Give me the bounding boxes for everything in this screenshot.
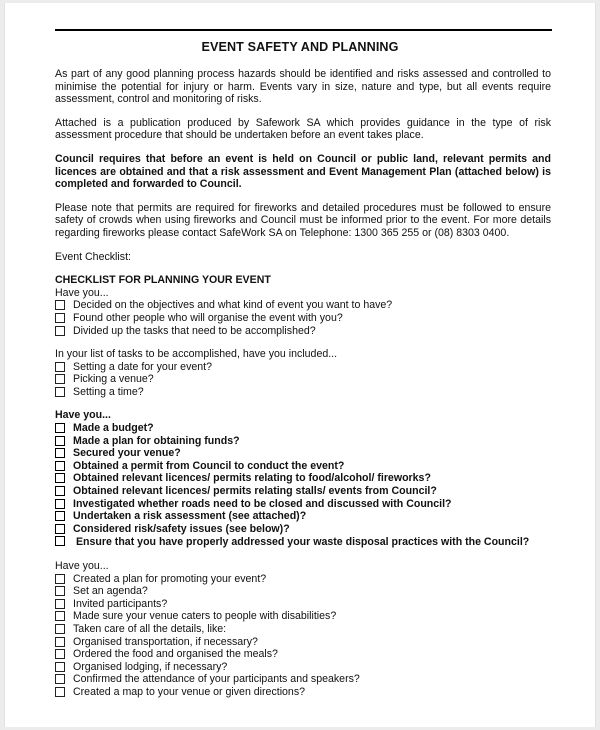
checklist-item-label: Obtained relevant licences/ permits relating to food/alcohol/ fireworks? xyxy=(73,472,431,485)
checklist-item-label: Obtained a permit from Council to conduct the event? xyxy=(73,459,345,472)
checkbox[interactable] xyxy=(55,611,65,621)
checkbox[interactable] xyxy=(55,374,65,384)
checklist-item[interactable] xyxy=(55,435,551,448)
checkbox[interactable] xyxy=(55,448,65,458)
checklist-item[interactable] xyxy=(55,661,551,674)
checklist-item-label: Organised transportation, if necessary? xyxy=(73,635,258,648)
checklist-item[interactable] xyxy=(55,535,551,549)
checkbox[interactable] xyxy=(55,637,65,647)
checklist-heading: CHECKLIST FOR PLANNING YOUR EVENT xyxy=(55,274,271,287)
checkbox[interactable] xyxy=(55,524,65,534)
safework-paragraph: Attached is a publication produced by Safework SA which provides guidance in the type of risk assessment procedure that should be undertaken before an event takes place. xyxy=(55,116,551,142)
checkbox[interactable] xyxy=(55,662,65,672)
checkbox[interactable] xyxy=(55,362,65,372)
fireworks-paragraph: Please note that permits are required for fireworks and detailed procedures must be followed to ensure safety of crowds when using fireworks and Council must be informed prior to the event. For more details regarding fireworks please contact SafeWork SA on Telephone: 1300 365 255 or (08) 8303 0400. xyxy=(55,201,551,239)
checklist-item-label: Considered risk/safety issues (see below)? xyxy=(73,522,290,535)
checklist-item-label: Obtained relevant licences/ permits relating stalls/ events from Council? xyxy=(73,485,437,498)
checkbox[interactable] xyxy=(55,436,65,446)
checklist-item-label: Secured your venue? xyxy=(73,447,181,460)
checklist-item-label: Invited participants? xyxy=(73,597,168,610)
checklist-item-label: Setting a time? xyxy=(73,385,144,398)
checklist-item-label: Investigated whether roads need to be closed and discussed with Council? xyxy=(73,497,452,510)
checklist-item-label: Divided up the tasks that need to be accomplished? xyxy=(73,324,316,337)
checklist-item[interactable] xyxy=(55,386,551,399)
checkbox[interactable] xyxy=(55,486,65,496)
document-body xyxy=(55,68,551,710)
checklist-item-label: Set an agenda? xyxy=(73,585,148,598)
checklist-item-label: Made sure your venue caters to people with disabilities? xyxy=(73,610,337,623)
checkbox[interactable] xyxy=(55,300,65,310)
checklist-item[interactable] xyxy=(55,598,551,611)
checkbox[interactable] xyxy=(55,326,65,336)
checklist-item[interactable] xyxy=(55,485,551,498)
checkbox[interactable] xyxy=(55,674,65,684)
checklist-item[interactable] xyxy=(55,523,551,536)
intro-paragraph: As part of any good planning process hazards should be identified and risks assessed and controlled to minimise the potential for injury or harm. Events vary in size, nature and type, but all events require assessment, control and monitoring of risks. xyxy=(55,68,551,106)
checkbox[interactable] xyxy=(55,511,65,521)
checklist-item-label: Ensure that you have properly addressed your waste disposal practices with the Council? xyxy=(75,536,530,549)
header-rule xyxy=(55,29,552,31)
event-checklist-label: Event Checklist: xyxy=(55,250,131,263)
checklist-item[interactable] xyxy=(55,510,551,523)
checklist-item[interactable] xyxy=(55,673,551,686)
checklist-item[interactable] xyxy=(55,623,551,636)
checklist-item[interactable] xyxy=(55,472,551,485)
checklist-item[interactable] xyxy=(55,585,551,598)
checklist-item[interactable] xyxy=(55,686,551,699)
checklist-item-label: Setting a date for your event? xyxy=(73,360,212,373)
checkbox[interactable] xyxy=(55,387,65,397)
checkbox[interactable] xyxy=(55,313,65,323)
council-requirements-paragraph: Council requires that before an event is held on Council or public land, relevant permits and licences are obtained and that a risk assessment and Event Management Plan (attached below) is completed and forwarded to Council. xyxy=(55,152,551,191)
checklist-item[interactable] xyxy=(55,299,551,312)
checklist-group-details xyxy=(55,560,551,699)
document-page xyxy=(4,3,596,727)
checklist-item-label: Confirmed the attendance of your participants and speakers? xyxy=(73,673,360,686)
checklist-item[interactable] xyxy=(55,648,551,661)
checklist-item-label: Organised lodging, if necessary? xyxy=(73,660,228,673)
checkbox[interactable] xyxy=(55,536,65,546)
checklist-item[interactable] xyxy=(55,447,551,460)
checklist-item-label: Found other people who will organise the event with you? xyxy=(73,311,343,324)
checkbox[interactable] xyxy=(55,423,65,433)
checklist-item[interactable] xyxy=(55,636,551,649)
group-intro: Have you... xyxy=(55,286,109,299)
checkbox[interactable] xyxy=(55,586,65,596)
checklist-item[interactable] xyxy=(55,312,551,325)
checklist-item[interactable] xyxy=(55,325,551,338)
checkbox[interactable] xyxy=(55,599,65,609)
checkbox[interactable] xyxy=(55,624,65,634)
checklist-item-label: Undertaken a risk assessment (see attached)? xyxy=(73,510,307,523)
checkbox[interactable] xyxy=(55,574,65,584)
checkbox[interactable] xyxy=(55,461,65,471)
checklist-item-label: Decided on the objectives and what kind of event you want to have? xyxy=(73,299,393,312)
checklist-item[interactable] xyxy=(55,422,551,435)
checklist-item[interactable] xyxy=(55,498,551,511)
checklist-group-initial xyxy=(55,287,551,337)
checklist-item[interactable] xyxy=(55,361,551,374)
checkbox[interactable] xyxy=(55,687,65,697)
checklist-group-tasks xyxy=(55,348,551,398)
checkbox[interactable] xyxy=(55,499,65,509)
group-intro: Have you... xyxy=(55,409,111,422)
checklist-item-label: Made a plan for obtaining funds? xyxy=(73,434,240,447)
checklist-item[interactable] xyxy=(55,573,551,586)
checklist-group-permits xyxy=(55,409,551,549)
document-title: EVENT SAFETY AND PLANNING xyxy=(201,40,399,54)
group-intro: Have you... xyxy=(55,560,109,572)
checklist-item[interactable] xyxy=(55,460,551,473)
checklist-item-label: Made a budget? xyxy=(73,422,154,435)
checklist-item-label: Ordered the food and organised the meals? xyxy=(73,648,278,661)
checkbox[interactable] xyxy=(55,473,65,483)
checklist-item[interactable] xyxy=(55,373,551,386)
checklist-item-label: Picking a venue? xyxy=(73,373,154,386)
group-intro: In your list of tasks to be accomplished, have you included... xyxy=(55,348,338,361)
checkbox[interactable] xyxy=(55,649,65,659)
checklist-item-label: Taken care of all the details, like: xyxy=(73,622,227,635)
checklist-item[interactable] xyxy=(55,610,551,623)
checklist-item-label: Created a map to your venue or given directions? xyxy=(73,685,306,698)
checklist-item-label: Created a plan for promoting your event? xyxy=(73,572,267,585)
